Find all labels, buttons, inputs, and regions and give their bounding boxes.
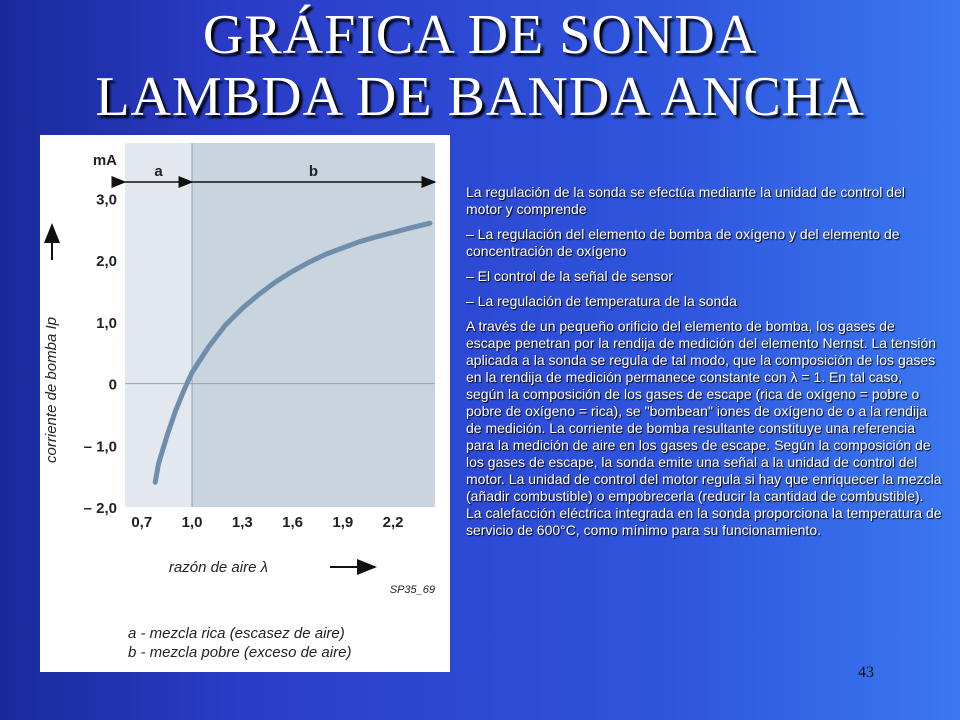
y-tick-label: 3,0 <box>96 191 117 209</box>
y-tick-label: 2,0 <box>96 253 117 271</box>
y-unit-label: mA <box>92 152 117 169</box>
x-axis-label: razón de aire λ <box>168 559 268 576</box>
y-tick-label: 1,0 <box>96 314 117 332</box>
y-axis-label: corriente de bomba Ip <box>43 317 60 463</box>
x-tick-label: 1,3 <box>231 514 253 531</box>
x-tick-label: 1,9 <box>332 514 354 531</box>
figure-code: SP35_69 <box>389 584 435 596</box>
y-tick-label: 0 <box>108 376 117 394</box>
x-tick-label: 0,7 <box>131 514 153 531</box>
paragraph-item-3: – La regulación de temperatura de la sonda <box>466 293 737 309</box>
lambda-probe-chart <box>40 135 450 672</box>
legend-a: a - mezcla rica (escasez de aire) <box>128 625 345 642</box>
x-tick-label: 1,0 <box>181 514 203 531</box>
x-tick-label: 1,6 <box>282 514 303 531</box>
page-number: 43 <box>858 664 874 681</box>
legend-b: b - mezcla pobre (exceso de aire) <box>128 644 352 661</box>
region-a-label: a <box>154 163 163 180</box>
paragraph-explanation: A través de un pequeño orificio del elemento de bomba, los gases de escape penetran por la rendija de medición del elemento Nernst. La tensión aplicada a la sonda se regula de tal modo, que la composición de los gases en la rendija de medición permanece constante con λ = 1. En tal caso, según la composición de los gases de escape (rica de oxígeno = pobre o pobre de oxígeno = rica), se "bombean" iones de oxígeno de o a la rendija de medición. La corriente de bomba resultante constituye una referencia para la medición de aire en los gases de escape. Según la composición de los gases de escape, la sonda emite una señal a la unidad de control del motor. La unidad de control del motor regula si hay que enriquecer la mezcla (añadir combustible) o empobrecerla (reducir la cantidad de combustible). La calefacción eléctrica integrada en la sonda proporciona la temperatura de servicio de 600°C, como mínimo para su funcionamiento. <box>466 318 942 538</box>
x-tick-label: 2,2 <box>382 514 404 531</box>
y-tick-label: – 2,0 <box>83 500 117 517</box>
paragraph-item-2: – El control de la señal de sensor <box>466 268 674 284</box>
title-line-1: GRÁFICA DE SONDA <box>202 4 758 66</box>
slide-title <box>0 4 960 128</box>
title-line-2: LAMBDA DE BANDA ANCHA <box>95 66 865 128</box>
paragraph-intro: La regulación de la sonda se efectúa mediante la unidad de control del motor y comprende <box>466 184 905 217</box>
paragraph-item-1: – La regulación del elemento de bomba de oxígeno y del elemento de concentración de oxígeno <box>466 226 900 259</box>
y-tick-label: – 1,0 <box>83 438 117 456</box>
region-b-label: b <box>308 163 319 180</box>
chart-svg <box>40 135 450 672</box>
description-text <box>466 184 942 547</box>
